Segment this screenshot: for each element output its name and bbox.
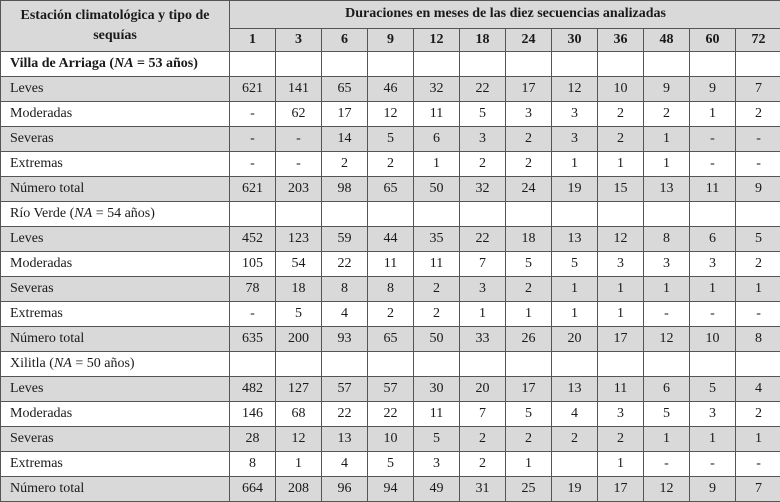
duration-header-cell: 60 <box>690 28 736 51</box>
empty-cell <box>322 52 368 77</box>
value-cell: 7 <box>736 77 780 102</box>
value-cell: 32 <box>460 177 506 202</box>
value-cell: - <box>690 452 736 477</box>
value-cell: 19 <box>552 477 598 502</box>
value-cell: 127 <box>276 377 322 402</box>
table-row <box>1 277 780 302</box>
duration-header-cell: 9 <box>368 28 414 51</box>
na-value: = 54 años) <box>92 206 155 221</box>
value-cell: 1 <box>644 427 690 452</box>
value-cell: 17 <box>322 102 368 127</box>
table-row <box>1 477 780 502</box>
empty-cell <box>276 352 322 377</box>
duration-header-cell: 72 <box>736 28 780 51</box>
empty-cell <box>506 202 552 227</box>
station-row <box>1 202 780 227</box>
table-row <box>1 377 780 402</box>
row-label: Número total <box>1 177 230 202</box>
row-label: Extremas <box>1 302 230 327</box>
value-cell: 3 <box>690 402 736 427</box>
value-cell: 20 <box>552 327 598 352</box>
duration-header-cell: 24 <box>506 28 552 51</box>
row-label: Severas <box>1 127 230 152</box>
value-cell: 5 <box>552 252 598 277</box>
value-cell: 1 <box>552 277 598 302</box>
table-row <box>1 127 780 152</box>
value-cell: 5 <box>368 452 414 477</box>
value-cell: 22 <box>322 252 368 277</box>
value-cell: 146 <box>230 402 276 427</box>
value-cell: - <box>690 152 736 177</box>
value-cell: 9 <box>736 177 780 202</box>
value-cell: - <box>644 302 690 327</box>
station-name: Río Verde <box>10 206 66 221</box>
empty-cell <box>414 52 460 77</box>
table-row <box>1 427 780 452</box>
empty-cell <box>598 352 644 377</box>
table-row <box>1 327 780 352</box>
value-cell: 2 <box>598 427 644 452</box>
empty-cell <box>276 202 322 227</box>
na-value: = 53 años) <box>134 56 198 71</box>
value-cell: 1 <box>644 152 690 177</box>
value-cell: 621 <box>230 77 276 102</box>
station-name-cell: Villa de Arriaga (NA = 53 años) <box>1 52 230 77</box>
value-cell: - <box>644 452 690 477</box>
empty-cell <box>230 202 276 227</box>
empty-cell <box>690 52 736 77</box>
value-cell: 10 <box>598 77 644 102</box>
value-cell: 22 <box>460 227 506 252</box>
value-cell: 32 <box>414 77 460 102</box>
table-row <box>1 102 780 127</box>
row-label: Leves <box>1 227 230 252</box>
value-cell: 2 <box>736 252 780 277</box>
value-cell: 65 <box>368 327 414 352</box>
value-cell: 8 <box>368 277 414 302</box>
value-cell: - <box>276 127 322 152</box>
value-cell: 664 <box>230 477 276 502</box>
empty-cell <box>460 202 506 227</box>
table-row <box>1 252 780 277</box>
row-label: Leves <box>1 77 230 102</box>
value-cell: 12 <box>644 327 690 352</box>
station-row <box>1 352 780 377</box>
na-label: NA <box>114 56 133 71</box>
station-row <box>1 52 780 77</box>
value-cell: 33 <box>460 327 506 352</box>
station-name: Xilitla <box>10 356 46 371</box>
value-cell: 3 <box>552 127 598 152</box>
value-cell: 11 <box>414 102 460 127</box>
na-value: = 50 años) <box>72 356 135 371</box>
value-cell: 1 <box>690 102 736 127</box>
value-cell: 11 <box>598 377 644 402</box>
value-cell: 62 <box>276 102 322 127</box>
value-cell: 3 <box>460 277 506 302</box>
empty-cell <box>506 352 552 377</box>
value-cell: 19 <box>552 177 598 202</box>
value-cell: 8 <box>644 227 690 252</box>
row-label: Extremas <box>1 152 230 177</box>
row-label: Leves <box>1 377 230 402</box>
empty-cell <box>230 52 276 77</box>
value-cell: 7 <box>736 477 780 502</box>
value-cell: 15 <box>598 177 644 202</box>
value-cell: 13 <box>644 177 690 202</box>
empty-cell <box>276 52 322 77</box>
value-cell: 5 <box>690 377 736 402</box>
value-cell: 3 <box>506 102 552 127</box>
table-row <box>1 402 780 427</box>
empty-cell <box>736 202 780 227</box>
value-cell: 1 <box>644 277 690 302</box>
value-cell: 3 <box>690 252 736 277</box>
value-cell: 12 <box>276 427 322 452</box>
empty-cell <box>644 352 690 377</box>
duration-header-cell: 6 <box>322 28 368 51</box>
value-cell: 105 <box>230 252 276 277</box>
empty-cell <box>690 202 736 227</box>
value-cell: 3 <box>644 252 690 277</box>
value-cell: 3 <box>552 102 598 127</box>
value-cell: 5 <box>368 127 414 152</box>
value-cell: 1 <box>506 452 552 477</box>
value-cell: - <box>230 302 276 327</box>
value-cell: 2 <box>506 152 552 177</box>
value-cell: 59 <box>322 227 368 252</box>
empty-cell <box>598 52 644 77</box>
value-cell: 1 <box>552 152 598 177</box>
value-cell: 11 <box>414 252 460 277</box>
empty-cell <box>552 202 598 227</box>
value-cell: 2 <box>414 277 460 302</box>
value-cell: 8 <box>230 452 276 477</box>
value-cell: 5 <box>506 402 552 427</box>
value-cell: 2 <box>552 427 598 452</box>
value-cell: 4 <box>322 302 368 327</box>
duration-header-cell: 18 <box>460 28 506 51</box>
value-cell: 57 <box>368 377 414 402</box>
value-cell: 1 <box>644 127 690 152</box>
value-cell: 46 <box>368 77 414 102</box>
value-cell: 9 <box>644 77 690 102</box>
na-label: NA <box>54 356 72 371</box>
value-cell: 7 <box>460 402 506 427</box>
value-cell: 2 <box>644 102 690 127</box>
value-cell: 10 <box>690 327 736 352</box>
value-cell: - <box>230 152 276 177</box>
station-type-header: Estación climatológica y tipo de sequías <box>1 1 230 52</box>
value-cell: 57 <box>322 377 368 402</box>
value-cell: 1 <box>276 452 322 477</box>
value-cell: 2 <box>322 152 368 177</box>
durations-header: Duraciones en meses de las diez secuencias analizadas <box>230 1 780 29</box>
value-cell: 1 <box>552 302 598 327</box>
duration-header-cell: 36 <box>598 28 644 51</box>
value-cell: 8 <box>736 327 780 352</box>
value-cell: 9 <box>690 77 736 102</box>
value-cell: 12 <box>368 102 414 127</box>
value-cell: 5 <box>644 402 690 427</box>
value-cell: 3 <box>414 452 460 477</box>
value-cell: 98 <box>322 177 368 202</box>
empty-cell <box>322 352 368 377</box>
duration-header-cell: 30 <box>552 28 598 51</box>
value-cell: 12 <box>644 477 690 502</box>
value-cell: 621 <box>230 177 276 202</box>
empty-cell <box>736 52 780 77</box>
value-cell: 44 <box>368 227 414 252</box>
value-cell: 17 <box>506 377 552 402</box>
value-cell: 5 <box>506 252 552 277</box>
value-cell: 7 <box>460 252 506 277</box>
value-cell: 635 <box>230 327 276 352</box>
value-cell: 5 <box>276 302 322 327</box>
value-cell: 30 <box>414 377 460 402</box>
value-cell: 17 <box>598 477 644 502</box>
value-cell: 50 <box>414 327 460 352</box>
value-cell: 65 <box>322 77 368 102</box>
value-cell: 2 <box>736 102 780 127</box>
value-cell: 3 <box>460 127 506 152</box>
row-label: Moderadas <box>1 252 230 277</box>
duration-header-cell: 48 <box>644 28 690 51</box>
table-row <box>1 77 780 102</box>
empty-cell <box>506 52 552 77</box>
value-cell: - <box>736 152 780 177</box>
value-cell: 2 <box>368 302 414 327</box>
empty-cell <box>690 352 736 377</box>
value-cell: 2 <box>736 402 780 427</box>
value-cell: 13 <box>552 227 598 252</box>
value-cell: 9 <box>690 477 736 502</box>
value-cell: 18 <box>506 227 552 252</box>
value-cell: 2 <box>414 302 460 327</box>
value-cell: 200 <box>276 327 322 352</box>
value-cell: 1 <box>690 277 736 302</box>
value-cell: 2 <box>506 127 552 152</box>
value-cell: 2 <box>506 277 552 302</box>
table-row <box>1 302 780 327</box>
value-cell: 5 <box>460 102 506 127</box>
value-cell: - <box>690 127 736 152</box>
value-cell: - <box>690 302 736 327</box>
value-cell: - <box>230 127 276 152</box>
value-cell: 12 <box>598 227 644 252</box>
value-cell: 5 <box>414 427 460 452</box>
value-cell: 31 <box>460 477 506 502</box>
empty-cell <box>368 352 414 377</box>
value-cell: 2 <box>460 452 506 477</box>
row-label: Extremas <box>1 452 230 477</box>
value-cell: 35 <box>414 227 460 252</box>
value-cell <box>552 452 598 477</box>
value-cell: 17 <box>598 327 644 352</box>
value-cell: 96 <box>322 477 368 502</box>
value-cell: 22 <box>368 402 414 427</box>
value-cell: 22 <box>322 402 368 427</box>
duration-header-cell: 3 <box>276 28 322 51</box>
value-cell: 20 <box>460 377 506 402</box>
station-name-cell: Xilitla (NA = 50 años) <box>1 352 230 377</box>
value-cell: 6 <box>690 227 736 252</box>
duration-header-cell: 1 <box>230 28 276 51</box>
value-cell: 49 <box>414 477 460 502</box>
empty-cell <box>644 52 690 77</box>
row-label: Número total <box>1 477 230 502</box>
value-cell: 1 <box>598 302 644 327</box>
empty-cell <box>368 202 414 227</box>
value-cell: 2 <box>368 152 414 177</box>
value-cell: - <box>736 452 780 477</box>
value-cell: 93 <box>322 327 368 352</box>
row-label: Severas <box>1 277 230 302</box>
table-row <box>1 227 780 252</box>
value-cell: 2 <box>460 427 506 452</box>
empty-cell <box>644 202 690 227</box>
station-name: Villa de Arriaga <box>10 56 106 71</box>
value-cell: 2 <box>598 102 644 127</box>
station-name-cell: Río Verde (NA = 54 años) <box>1 202 230 227</box>
value-cell: 6 <box>414 127 460 152</box>
value-cell: 482 <box>230 377 276 402</box>
value-cell: 4 <box>322 452 368 477</box>
empty-cell <box>322 202 368 227</box>
value-cell: 1 <box>598 452 644 477</box>
value-cell: 94 <box>368 477 414 502</box>
table-row <box>1 452 780 477</box>
empty-cell <box>460 352 506 377</box>
value-cell: 17 <box>506 77 552 102</box>
value-cell: 1 <box>736 427 780 452</box>
value-cell: 8 <box>322 277 368 302</box>
value-cell: 10 <box>368 427 414 452</box>
value-cell: 5 <box>736 227 780 252</box>
value-cell: 2 <box>506 427 552 452</box>
duration-header-cell: 12 <box>414 28 460 51</box>
value-cell: 1 <box>690 427 736 452</box>
value-cell: 28 <box>230 427 276 452</box>
value-cell: - <box>736 302 780 327</box>
value-cell: 452 <box>230 227 276 252</box>
value-cell: 3 <box>598 402 644 427</box>
value-cell: 54 <box>276 252 322 277</box>
value-cell: 4 <box>552 402 598 427</box>
empty-cell <box>230 352 276 377</box>
value-cell: 13 <box>322 427 368 452</box>
table-row <box>1 152 780 177</box>
value-cell: 24 <box>506 177 552 202</box>
value-cell: 12 <box>552 77 598 102</box>
value-cell: 68 <box>276 402 322 427</box>
value-cell: 1 <box>506 302 552 327</box>
row-label: Moderadas <box>1 102 230 127</box>
value-cell: - <box>276 152 322 177</box>
value-cell: 1 <box>414 152 460 177</box>
empty-cell <box>414 352 460 377</box>
value-cell: 3 <box>598 252 644 277</box>
value-cell: 11 <box>690 177 736 202</box>
row-label: Severas <box>1 427 230 452</box>
value-cell: 1 <box>598 152 644 177</box>
value-cell: 13 <box>552 377 598 402</box>
value-cell: 208 <box>276 477 322 502</box>
na-label: NA <box>74 206 92 221</box>
value-cell: 4 <box>736 377 780 402</box>
table-body <box>1 52 780 502</box>
value-cell: 203 <box>276 177 322 202</box>
empty-cell <box>368 52 414 77</box>
empty-cell <box>552 352 598 377</box>
value-cell: 65 <box>368 177 414 202</box>
value-cell: 14 <box>322 127 368 152</box>
value-cell: 2 <box>460 152 506 177</box>
value-cell: 2 <box>598 127 644 152</box>
value-cell: 141 <box>276 77 322 102</box>
empty-cell <box>460 52 506 77</box>
value-cell: 25 <box>506 477 552 502</box>
table-row <box>1 177 780 202</box>
row-label: Moderadas <box>1 402 230 427</box>
value-cell: 78 <box>230 277 276 302</box>
empty-cell <box>552 52 598 77</box>
empty-cell <box>598 202 644 227</box>
value-cell: - <box>230 102 276 127</box>
empty-cell <box>414 202 460 227</box>
value-cell: 50 <box>414 177 460 202</box>
value-cell: 11 <box>414 402 460 427</box>
value-cell: - <box>736 127 780 152</box>
value-cell: 1 <box>736 277 780 302</box>
value-cell: 1 <box>598 277 644 302</box>
value-cell: 22 <box>460 77 506 102</box>
value-cell: 11 <box>368 252 414 277</box>
value-cell: 18 <box>276 277 322 302</box>
value-cell: 26 <box>506 327 552 352</box>
empty-cell <box>736 352 780 377</box>
row-label: Número total <box>1 327 230 352</box>
table-header <box>1 1 780 52</box>
value-cell: 1 <box>460 302 506 327</box>
value-cell: 6 <box>644 377 690 402</box>
value-cell: 123 <box>276 227 322 252</box>
